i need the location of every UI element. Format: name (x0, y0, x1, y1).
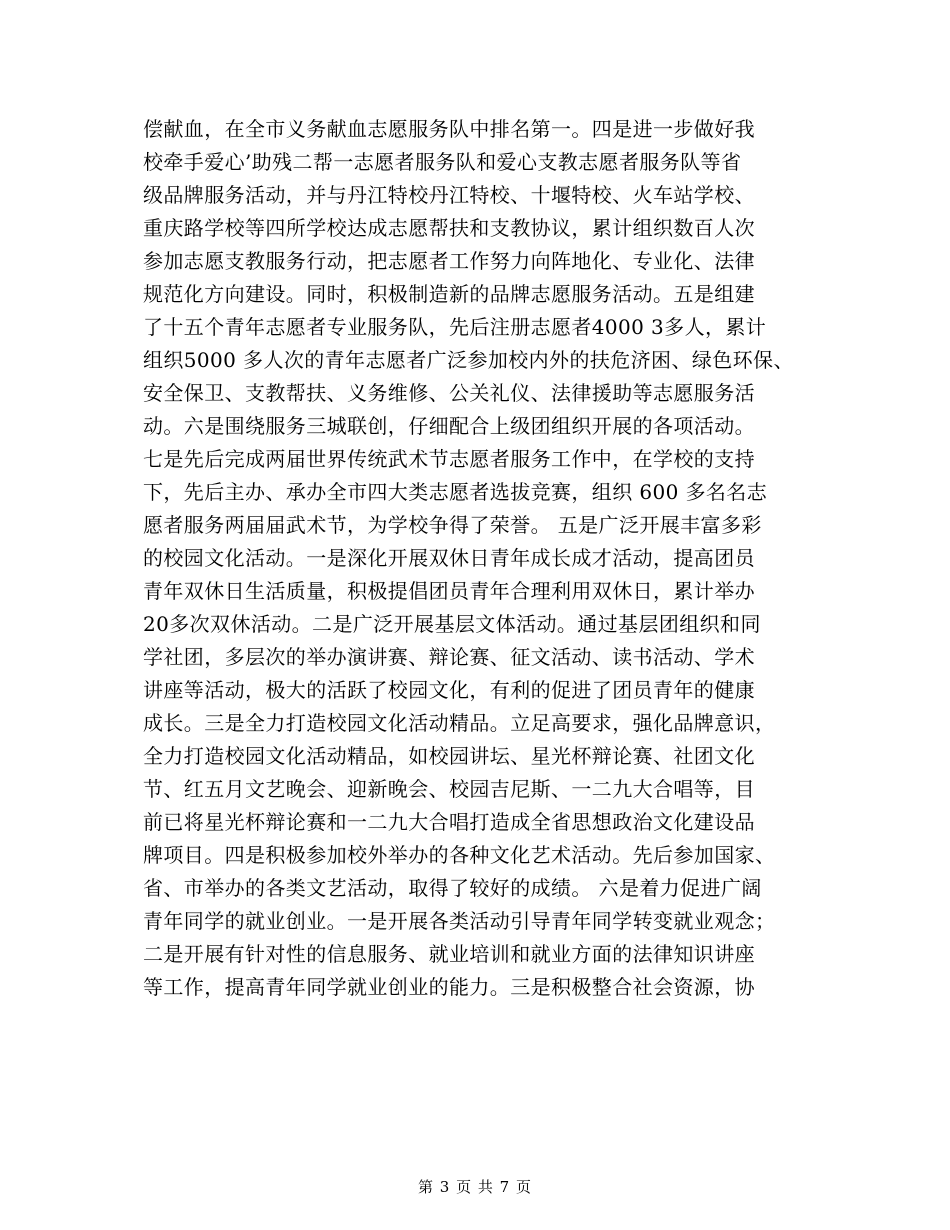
text-line: 下，先后主办、承办全市四大类志愿者选拔竞赛，组织 600 多名名志 (143, 480, 768, 504)
text-line: 等工作，提高青年同学就业创业的能力。三是积极整合社会资源，协 (143, 975, 755, 999)
text-line: 参加志愿支教服务行动，把志愿者工作努力向阵地化、专业化、法律 (143, 249, 755, 273)
text-line: 组织5000 多人次的青年志愿者广泛参加校内外的扶危济困、绿色环保、 (143, 348, 794, 372)
text-line: 二是开展有针对性的信息服务、就业培训和就业方面的法律知识讲座 (143, 942, 755, 966)
text-line: 20多次双休活动。二是广泛开展基层文体活动。通过基层团组织和同 (143, 612, 761, 636)
text-line: 的校园文化活动。一是深化开展双休日青年成长成才活动，提高团员 (143, 546, 755, 570)
text-line: 重庆路学校等四所学校达成志愿帮扶和支教协议，累计组织数百人次 (143, 216, 755, 240)
page-footer: 第 3 页 共 7 页 (418, 1178, 532, 1196)
text-line: 讲座等活动，极大的活跃了校园文化，有利的促进了团员青年的健康 (143, 678, 755, 702)
text-line: 青年同学的就业创业。一是开展各类活动引导青年同学转变就业观念； (143, 909, 776, 933)
text-line: 了十五个青年志愿者专业服务队，先后注册志愿者4000 3多人，累计 (143, 315, 767, 339)
text-line: 安全保卫、支教帮扶、义务维修、公关礼仪、法律援助等志愿服务活 (143, 381, 755, 405)
text-line: 规范化方向建设。同时，积极制造新的品牌志愿服务活动。五是组建 (143, 282, 755, 306)
body-text (143, 113, 843, 1004)
text-line: 前已将星光杯辩论赛和一二九大合唱打造成全省思想政治文化建设品 (143, 810, 755, 834)
text-line: 校牵手爱心’助残二帮一志愿者服务队和爱心支教志愿者服务队等省 (143, 150, 742, 174)
text-line: 省、市举办的各类文艺活动，取得了较好的成绩。 六是着力促进广阔 (143, 876, 762, 900)
text-line: 七是先后完成两届世界传统武术节志愿者服务工作中，在学校的支持 (143, 447, 755, 471)
text-line: 牌项目。四是积极参加校外举办的各种文化艺术活动。先后参加国家、 (143, 843, 776, 867)
text-line: 愿者服务两届届武术节，为学校争得了荣誉。 五是广泛开展丰富多彩 (143, 513, 762, 537)
text-line: 青年双休日生活质量，积极提倡团员青年合理利用双休日，累计举办 (143, 579, 755, 603)
text-line: 动。六是围绕服务三城联创，仔细配合上级团组织开展的各项活动。 (143, 414, 755, 438)
text-line: 全力打造校园文化活动精品，如校园讲坛、星光杯辩论赛、社团文化 (143, 744, 755, 768)
text-line: 成长。三是全力打造校园文化活动精品。立足高要求，强化品牌意识， (143, 711, 776, 735)
text-line: 级品牌服务活动，并与丹江特校丹江特校、十堰特校、火车站学校、 (143, 183, 755, 207)
text-line: 学社团，多层次的举办演讲赛、辩论赛、征文活动、读书活动、学术 (143, 645, 755, 669)
text-line: 偿献血，在全市义务献血志愿服务队中排名第一。四是进一步做好我 (143, 117, 755, 141)
text-line: 节、红五月文艺晚会、迎新晚会、校园吉尼斯、一二九大合唱等，目 (143, 777, 755, 801)
